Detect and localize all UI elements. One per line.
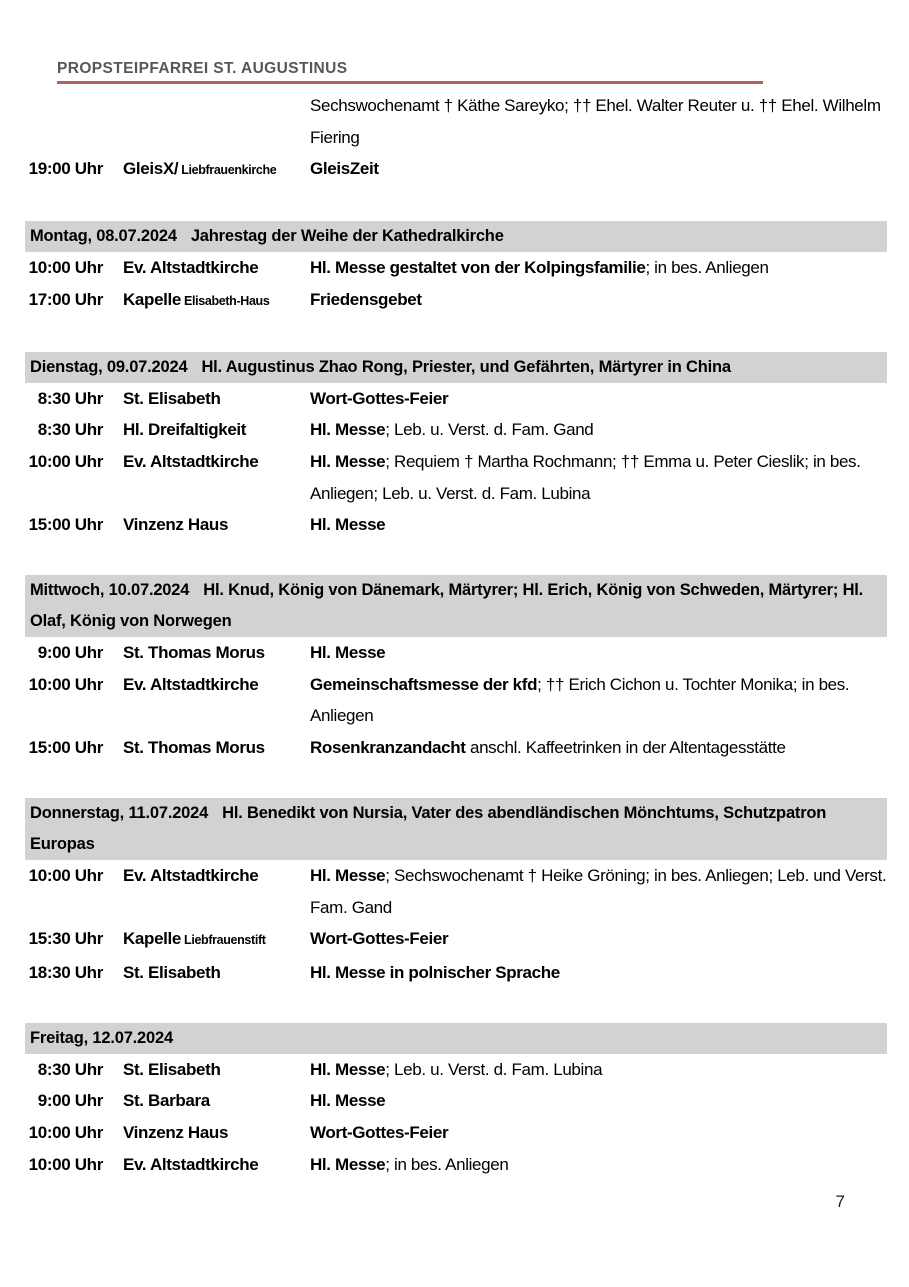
event-description-detail: ; †† Erich Cichon u. Tochter Monika; in bes. Anliegen xyxy=(310,674,850,726)
day-rows xyxy=(25,1054,887,1181)
event-location-name: St. Elisabeth xyxy=(123,1059,221,1079)
event-location xyxy=(123,669,290,701)
day-section xyxy=(25,352,887,542)
day-banner xyxy=(25,1023,887,1054)
event-time: 10:00 Uhr xyxy=(28,258,103,278)
event-description-detail: ; Leb. u. Verst. d. Fam. Lubina xyxy=(385,1059,603,1079)
event-description-main: Friedensgebet xyxy=(310,289,422,309)
event-description-main: Gemeinschaftsmesse der kfd xyxy=(310,674,538,694)
schedule-row xyxy=(25,284,887,318)
day-banner xyxy=(25,221,887,252)
event-location xyxy=(123,153,290,187)
day-date: Freitag, 12.07.2024 xyxy=(30,1028,173,1047)
schedule-row xyxy=(25,860,887,923)
day-rows xyxy=(25,252,887,317)
event-description-main: Wort-Gottes-Feier xyxy=(310,388,449,408)
day-rows xyxy=(25,383,887,542)
schedule-row xyxy=(25,957,887,989)
schedule-row xyxy=(25,252,887,284)
event-location xyxy=(123,284,290,318)
event-location xyxy=(123,1085,290,1117)
event-location-name: St. Thomas Morus xyxy=(123,643,265,663)
event-location-name: Vinzenz Haus xyxy=(123,1123,229,1143)
day-section xyxy=(25,575,887,764)
event-description xyxy=(310,1054,887,1086)
event-location-name: Hl. Dreifaltigkeit xyxy=(123,420,247,440)
event-location-name: St. Barbara xyxy=(123,1091,210,1111)
schedule-row xyxy=(25,509,887,541)
event-location-name: Ev. Altstadtkirche xyxy=(123,1154,259,1174)
event-location-name: St. Thomas Morus xyxy=(123,738,265,758)
event-time: 15:30 Uhr xyxy=(28,929,103,949)
event-time: 10:00 Uhr xyxy=(28,451,103,471)
event-time: 10:00 Uhr xyxy=(28,1154,103,1174)
event-description-detail: ; in bes. Anliegen xyxy=(385,1154,509,1174)
day-banner xyxy=(25,352,887,383)
event-time: 15:00 Uhr xyxy=(28,515,103,535)
schedule-row xyxy=(25,383,887,415)
event-time: 10:00 Uhr xyxy=(28,865,103,885)
event-description xyxy=(310,284,887,316)
event-description-detail: anschl. Kaffeetrinken in der Altentagesstätte xyxy=(465,738,786,758)
day-date: Montag, 08.07.2024 xyxy=(30,227,177,246)
day-banner xyxy=(25,798,887,860)
event-description-main: Wort-Gottes-Feier xyxy=(310,929,449,949)
event-time: 17:00 Uhr xyxy=(28,289,103,309)
day-rows xyxy=(25,90,887,187)
event-description-detail: ; in bes. Anliegen xyxy=(645,258,769,278)
schedule-row xyxy=(25,153,887,187)
event-description-main: Hl. Messe gestaltet von der Kolpingsfamilie xyxy=(310,258,646,278)
event-description xyxy=(310,732,887,764)
event-description xyxy=(310,414,887,446)
event-description-detail: ; Sechswochenamt † Heike Gröning; in bes. Anliegen; Leb. und Verst. Fam. Gand xyxy=(310,865,887,917)
event-description xyxy=(310,957,887,989)
event-description-main: Rosenkranzandacht xyxy=(310,738,466,758)
event-location-sub: Liebfrauenstift xyxy=(184,933,266,948)
event-description xyxy=(310,1117,887,1149)
page-header xyxy=(57,60,763,84)
event-description-main: GleisZeit xyxy=(310,159,379,179)
event-description-main: Hl. Messe in polnischer Sprache xyxy=(310,962,560,982)
event-location-name: Kapelle xyxy=(123,289,182,309)
event-description-main: Hl. Messe xyxy=(310,515,386,535)
event-location-name: Vinzenz Haus xyxy=(123,515,229,535)
event-location-sub: Elisabeth-Haus xyxy=(184,293,270,308)
page-number: 7 xyxy=(835,1192,845,1211)
event-location-sub: Liebfrauenkirche xyxy=(181,163,277,178)
event-description xyxy=(310,637,887,669)
event-location xyxy=(123,509,290,541)
event-location xyxy=(123,637,290,669)
schedule xyxy=(25,90,887,1180)
day-date: Dienstag, 09.07.2024 xyxy=(30,357,188,376)
schedule-row xyxy=(25,1054,887,1086)
event-location-name: Ev. Altstadtkirche xyxy=(123,674,259,694)
day-section xyxy=(25,221,887,317)
day-rows xyxy=(25,637,887,764)
event-location xyxy=(123,414,290,446)
event-time: 19:00 Uhr xyxy=(28,159,103,179)
event-location-name: GleisX/ xyxy=(123,159,179,179)
event-location-name: Kapelle xyxy=(123,929,182,949)
event-location xyxy=(123,957,290,989)
event-description-main: Hl. Messe xyxy=(310,1154,386,1174)
day-feast-title: Jahrestag der Weihe der Kathedralkirche xyxy=(190,227,504,246)
day-feast-title: Hl. Benedikt von Nursia, Vater des abendländischen Mönchtums, Schutzpatron Europas xyxy=(30,803,827,853)
event-description-main: Hl. Messe xyxy=(310,1091,386,1111)
event-location xyxy=(123,1117,290,1149)
event-location xyxy=(123,732,290,764)
day-date: Mittwoch, 10.07.2024 xyxy=(30,581,190,600)
schedule-row xyxy=(25,923,887,957)
event-time: 9:00 Uhr xyxy=(37,643,103,663)
event-time: 8:30 Uhr xyxy=(37,1059,103,1079)
event-description xyxy=(310,383,887,415)
event-description xyxy=(310,446,887,509)
event-description xyxy=(310,153,887,185)
schedule-row xyxy=(25,414,887,446)
event-location-name: Ev. Altstadtkirche xyxy=(123,258,259,278)
event-location xyxy=(123,446,290,478)
event-description-main: Wort-Gottes-Feier xyxy=(310,1123,449,1143)
event-description-detail: Sechswochenamt † Käthe Sareyko; †† Ehel. Walter Reuter u. †† Ehel. Wilhelm Fiering xyxy=(310,96,881,147)
day-banner xyxy=(25,575,887,637)
event-location xyxy=(123,383,290,415)
event-location-name: St. Elisabeth xyxy=(123,388,221,408)
schedule-row xyxy=(25,732,887,764)
schedule-row xyxy=(25,1085,887,1117)
event-description xyxy=(310,923,887,955)
schedule-row xyxy=(25,446,887,509)
event-description-main: Hl. Messe xyxy=(310,451,386,471)
event-time: 8:30 Uhr xyxy=(37,420,103,440)
parish-title: PROPSTEIPFARREI ST. AUGUSTINUS xyxy=(57,60,348,77)
event-description-main: Hl. Messe xyxy=(310,420,386,440)
event-location-name: Ev. Altstadtkirche xyxy=(123,451,259,471)
day-date: Donnerstag, 11.07.2024 xyxy=(30,803,209,822)
schedule-row xyxy=(25,1117,887,1149)
event-description-main: Hl. Messe xyxy=(310,1059,386,1079)
event-description xyxy=(310,1085,887,1117)
event-location xyxy=(123,860,290,892)
event-description xyxy=(310,90,887,153)
event-description xyxy=(310,252,887,284)
day-feast-title: Hl. Knud, König von Dänemark, Märtyrer; Hl. Erich, König von Schweden, Märtyrer; Hl. Olaf, König von Norwegen xyxy=(30,581,864,631)
event-description-main: Hl. Messe xyxy=(310,643,386,663)
event-location xyxy=(123,1054,290,1086)
schedule-row xyxy=(25,90,887,153)
event-time: 8:30 Uhr xyxy=(37,388,103,408)
schedule-row xyxy=(25,637,887,669)
event-location-name: St. Elisabeth xyxy=(123,962,221,982)
schedule-row xyxy=(25,669,887,732)
event-description-main: Hl. Messe xyxy=(310,865,386,885)
event-description xyxy=(310,1149,887,1181)
day-feast-title: Hl. Augustinus Zhao Rong, Priester, und Gefährten, Märtyrer in China xyxy=(201,357,731,376)
day-section xyxy=(25,798,887,989)
schedule-row xyxy=(25,1149,887,1181)
event-time: 10:00 Uhr xyxy=(28,1123,103,1143)
event-description xyxy=(310,669,887,732)
event-location xyxy=(123,923,290,957)
event-time: 15:00 Uhr xyxy=(28,738,103,758)
event-location xyxy=(123,252,290,284)
event-location-name: Ev. Altstadtkirche xyxy=(123,865,259,885)
day-section xyxy=(25,90,887,187)
event-description xyxy=(310,860,887,923)
event-time: 18:30 Uhr xyxy=(28,962,103,982)
event-time: 9:00 Uhr xyxy=(37,1091,103,1111)
event-description-detail: ; Leb. u. Verst. d. Fam. Gand xyxy=(385,420,594,440)
event-location xyxy=(123,1149,290,1181)
day-section xyxy=(25,1023,887,1181)
day-rows xyxy=(25,860,887,989)
event-description-detail: ; Requiem † Martha Rochmann; †† Emma u. Peter Cieslik; in bes. Anliegen; Leb. u. Verst. d. Fam. Lubina xyxy=(310,451,861,503)
event-time: 10:00 Uhr xyxy=(28,674,103,694)
event-description xyxy=(310,509,887,541)
